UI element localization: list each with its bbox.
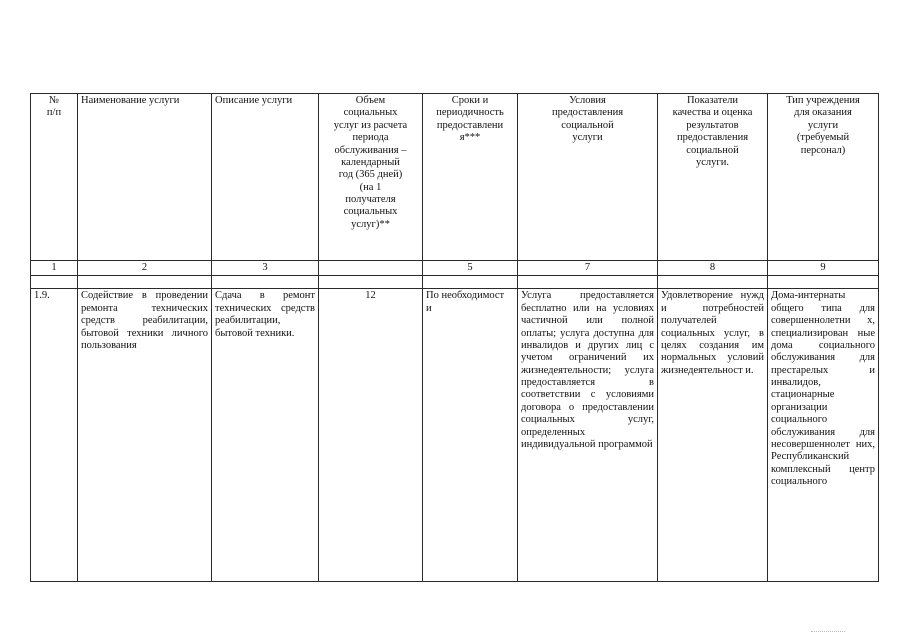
header-cell-terms: Сроки и периодичность предоставлени я*** [423, 94, 518, 261]
scan-artifact [811, 631, 845, 636]
service-indicators: Удовлетворение нужд и потребностей получателей социальных услуг, в целях создания им нормальных условий жизнедеятельност и. [658, 289, 768, 582]
column-number: 9 [768, 261, 879, 276]
header-row [31, 94, 879, 261]
header-cell-number: № п/п [31, 94, 78, 261]
column-number: 1 [31, 261, 78, 276]
service-institution: Дома-интернаты общего типа для совершеннолетни х, специализирован ные дома социального обслуживания для престарелых и инвалидов, стационарные организации социального обслуживания для несовершеннолет них, Республиканский комплексный центр социального [768, 289, 879, 582]
social-services-table [30, 93, 879, 582]
header-cell-service-name: Наименование услуги [78, 94, 212, 261]
service-volume: 12 [319, 289, 423, 582]
column-number: 7 [518, 261, 658, 276]
service-conditions: Услуга предоставляется бесплатно или на условиях частичной или полной оплаты; услуга доступна для инвалидов и других лиц с учетом ограничений их жизнедеятельности; услуга предоставляется в соответствии с условиями договора о предоставлении социальных услуг, определенных индивидуальной программой [518, 289, 658, 582]
column-number-row [31, 261, 879, 276]
table-row [31, 289, 879, 582]
header-cell-volume: Объем социальных услуг из расчета периода обслуживания – календарный год (365 дней) (на 1 получателя социальных услуг)** [319, 94, 423, 261]
row-number: 1.9. [31, 289, 78, 582]
header-cell-description: Описание услуги [212, 94, 319, 261]
column-number: 3 [212, 261, 319, 276]
spacer-row [31, 276, 879, 289]
column-number [319, 261, 423, 276]
header-cell-institution: Тип учреждения для оказания услуги (требуемый персонал) [768, 94, 879, 261]
column-number: 8 [658, 261, 768, 276]
service-description: Сдача в ремонт технических средств реабилитации, бытовой техники. [212, 289, 319, 582]
column-number: 2 [78, 261, 212, 276]
service-name: Содействие в проведении ремонта технических средств реабилитации, бытовой техники личного пользования [78, 289, 212, 582]
service-terms: По необходимост и [423, 289, 518, 582]
header-cell-indicators: Показатели качества и оценка результатов предоставления социальной услуги. [658, 94, 768, 261]
header-cell-conditions: Условия предоставления социальной услуги [518, 94, 658, 261]
column-number: 5 [423, 261, 518, 276]
